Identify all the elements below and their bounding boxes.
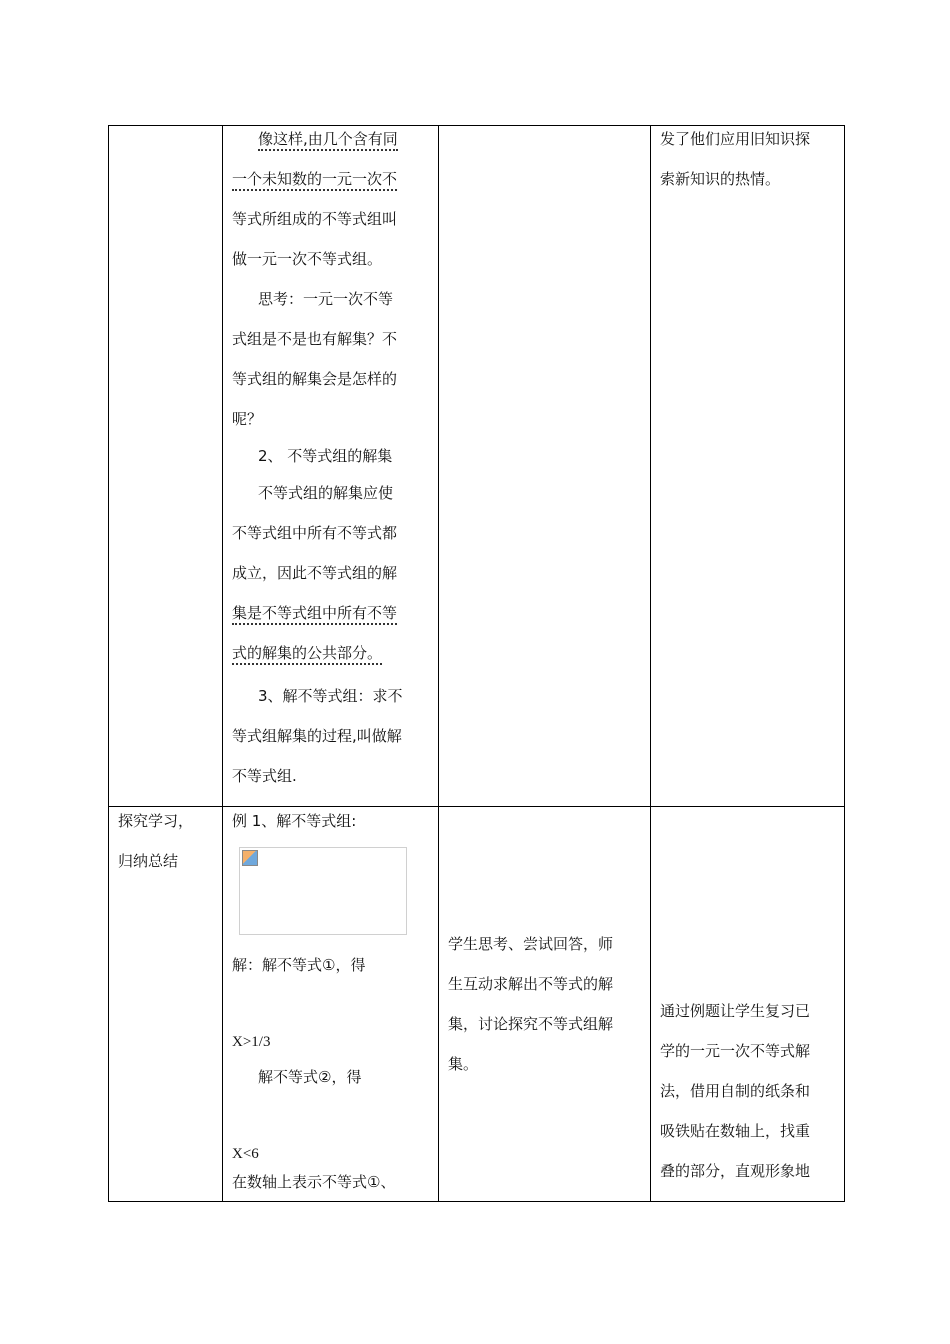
inequality-system-image bbox=[239, 847, 407, 935]
example-title: 例 1、解不等式组: bbox=[232, 811, 357, 830]
result-line: X>1/3 bbox=[232, 1033, 271, 1050]
text-line: 法，借用自制的纸条和 bbox=[660, 1081, 811, 1100]
text-line: 解不等式②，得 bbox=[258, 1067, 362, 1086]
text-line: 集，讨论探究不等式组解 bbox=[448, 1014, 614, 1033]
text-line: 集。 bbox=[448, 1054, 479, 1073]
broken-image-icon bbox=[242, 850, 258, 866]
text-line: 成立，因此不等式组的解 bbox=[232, 564, 398, 582]
stage-cell bbox=[109, 806, 223, 1201]
text-line: 生互动求解出不等式的解 bbox=[448, 974, 614, 993]
result-line: X<6 bbox=[232, 1145, 259, 1162]
text-line: 式组是不是也有解集？不 bbox=[232, 330, 398, 348]
student-activity-cell bbox=[439, 126, 651, 807]
emphasis-text: 像这样,由几个含有同 bbox=[258, 130, 398, 151]
emphasis-text: 集是不等式组中所有不等 bbox=[232, 604, 397, 625]
text-line: 解：解不等式①，得 bbox=[232, 955, 366, 974]
stage-cell bbox=[109, 126, 223, 807]
text-line bbox=[232, 603, 397, 623]
text-line: 吸铁贴在数轴上，找重 bbox=[660, 1121, 811, 1140]
text-line: 归纳总结 bbox=[118, 851, 179, 870]
text-line: 等式组解集的过程,叫做解 bbox=[232, 727, 402, 745]
text-line: 通过例题让学生复习已 bbox=[660, 1001, 811, 1020]
text-line: 学生思考、尝试回答，师 bbox=[448, 934, 614, 953]
text-line: 等式所组成的不等式组叫 bbox=[232, 210, 398, 228]
design-intent-cell bbox=[651, 806, 845, 1201]
text-line: 学的一元一次不等式解 bbox=[660, 1041, 811, 1060]
text-line bbox=[232, 643, 382, 663]
text-line: 做一元一次不等式组。 bbox=[232, 250, 383, 268]
text-line: 探究学习， bbox=[118, 811, 194, 830]
text-line bbox=[258, 129, 398, 149]
teacher-content-cell bbox=[223, 806, 439, 1201]
design-intent-cell bbox=[651, 126, 845, 807]
text-line: 不等式组的解集应使 bbox=[258, 484, 394, 502]
text-line: 不等式组. bbox=[232, 767, 297, 785]
teacher-content-cell bbox=[223, 126, 439, 807]
text-line: 不等式组中所有不等式都 bbox=[232, 524, 398, 542]
emphasis-text: 一个未知数的一元一次不 bbox=[232, 170, 397, 191]
text-line: 发了他们应用旧知识探 bbox=[660, 130, 811, 148]
text-line: 叠的部分，直观形象地 bbox=[660, 1161, 811, 1180]
text-line bbox=[232, 169, 397, 189]
text-line: 呢？ bbox=[232, 410, 263, 428]
text-line: 在数轴上表示不等式①、 bbox=[232, 1172, 396, 1191]
emphasis-text: 式的解集的公共部分。 bbox=[232, 644, 382, 665]
text-line: 等式组的解集会是怎样的 bbox=[232, 370, 398, 388]
student-activity-cell bbox=[439, 806, 651, 1201]
text-line: 2、 不等式组的解集 bbox=[258, 447, 393, 465]
table-row bbox=[109, 126, 845, 807]
table-row bbox=[109, 806, 845, 1201]
text-line: 思考：一元一次不等 bbox=[258, 290, 394, 308]
lesson-table bbox=[108, 125, 845, 1202]
text-line: 索新知识的热情。 bbox=[660, 170, 781, 188]
text-line: 3、解不等式组：求不 bbox=[258, 687, 403, 705]
